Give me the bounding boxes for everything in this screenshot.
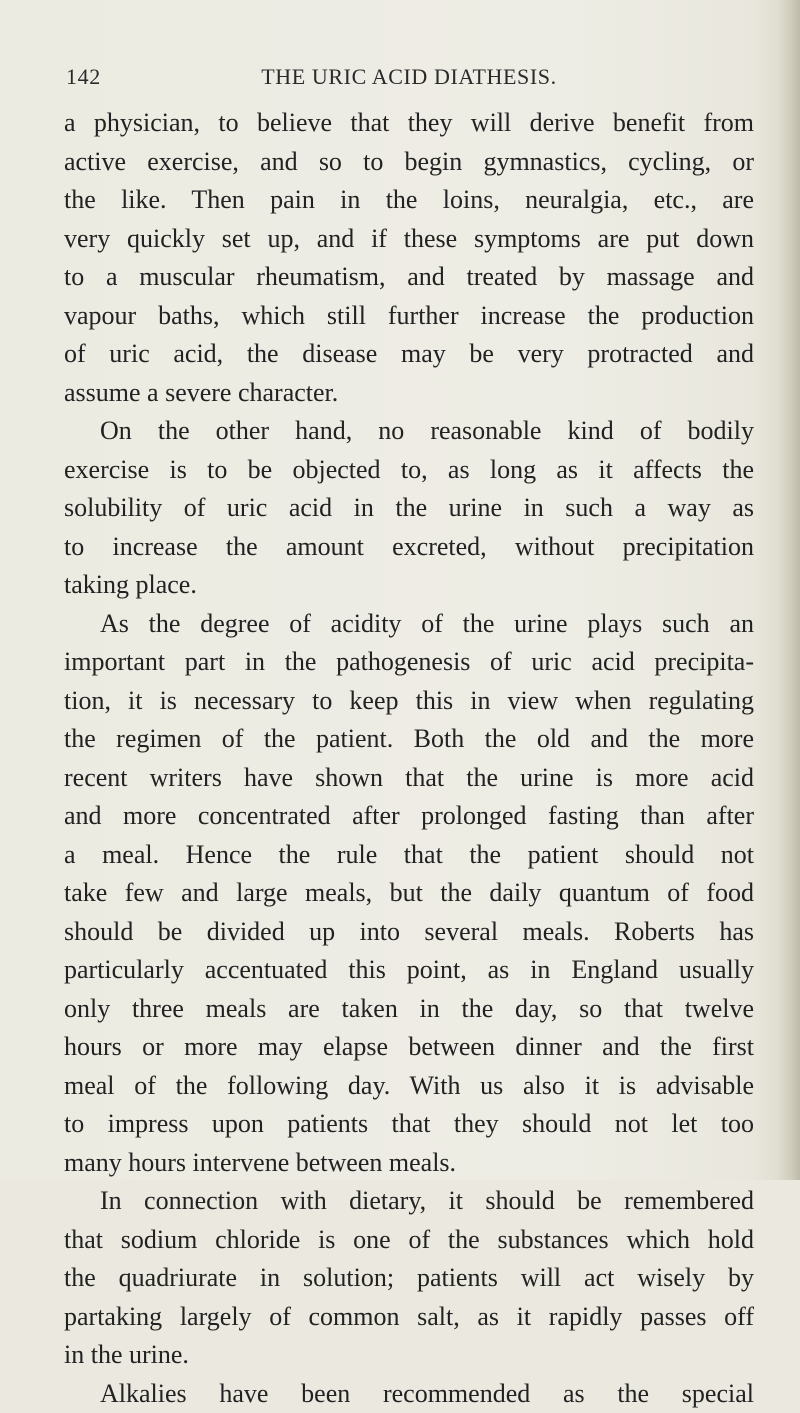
text-line: recent writers have shown that the urine is more acid bbox=[64, 759, 754, 798]
text-line: that sodium chloride is one of the substances which hold bbox=[64, 1221, 754, 1260]
paragraph-start-line: On the other hand, no reasonable kind of bodily bbox=[64, 412, 754, 451]
text-line: vapour baths, which still further increase the production bbox=[64, 297, 754, 336]
text-line: solubility of uric acid in the urine in such a way as bbox=[64, 489, 754, 528]
text-line: and more concentrated after prolonged fasting than after bbox=[64, 797, 754, 836]
text-line: particularly accentuated this point, as in England usually bbox=[64, 951, 754, 990]
text-line: to a muscular rheumatism, and treated by massage and bbox=[64, 258, 754, 297]
text-line: many hours intervene between meals. bbox=[64, 1144, 754, 1183]
text-line: very quickly set up, and if these symptoms are put down bbox=[64, 220, 754, 259]
text-line: the quadriurate in solution; patients will act wisely by bbox=[64, 1259, 754, 1298]
text-line: tion, it is necessary to keep this in view when regulating bbox=[64, 682, 754, 721]
page-edge-shadow bbox=[778, 0, 800, 1180]
text-line: take few and large meals, but the daily quantum of food bbox=[64, 874, 754, 913]
text-line: the regimen of the patient. Both the old and the more bbox=[64, 720, 754, 759]
text-line: the like. Then pain in the loins, neuralgia, etc., are bbox=[64, 181, 754, 220]
text-line: to increase the amount excreted, without precipitation bbox=[64, 528, 754, 567]
text-line: of uric acid, the disease may be very protracted and bbox=[64, 335, 754, 374]
text-line: assume a severe character. bbox=[64, 374, 754, 413]
text-line: exercise is to be objected to, as long as it affects the bbox=[64, 451, 754, 490]
text-line: only three meals are taken in the day, so that twelve bbox=[64, 990, 754, 1029]
text-line: should be divided up into several meals. Roberts has bbox=[64, 913, 754, 952]
text-line: meal of the following day. With us also it is advisable bbox=[64, 1067, 754, 1106]
text-line: a physician, to believe that they will derive benefit from bbox=[64, 104, 754, 143]
text-line: partaking largely of common salt, as it rapidly passes off bbox=[64, 1298, 754, 1337]
body-text bbox=[64, 104, 754, 1413]
paragraph-start-line: As the degree of acidity of the urine plays such an bbox=[64, 605, 754, 644]
text-line: active exercise, and so to begin gymnastics, cycling, or bbox=[64, 143, 754, 182]
text-line: hours or more may elapse between dinner and the first bbox=[64, 1028, 754, 1067]
text-line: to impress upon patients that they should not let too bbox=[64, 1105, 754, 1144]
text-line: a meal. Hence the rule that the patient should not bbox=[64, 836, 754, 875]
text-line: taking place. bbox=[64, 566, 754, 605]
running-title: THE URIC ACID DIATHESIS. bbox=[66, 64, 752, 90]
page-header bbox=[66, 64, 752, 94]
text-line: in the urine. bbox=[64, 1336, 754, 1375]
page-number: 142 bbox=[66, 64, 101, 90]
paragraph-start-line: In connection with dietary, it should be remembered bbox=[64, 1182, 754, 1221]
text-line: important part in the pathogenesis of uric acid precipita- bbox=[64, 643, 754, 682]
paragraph-start-line: Alkalies have been recommended as the special bbox=[64, 1375, 754, 1413]
